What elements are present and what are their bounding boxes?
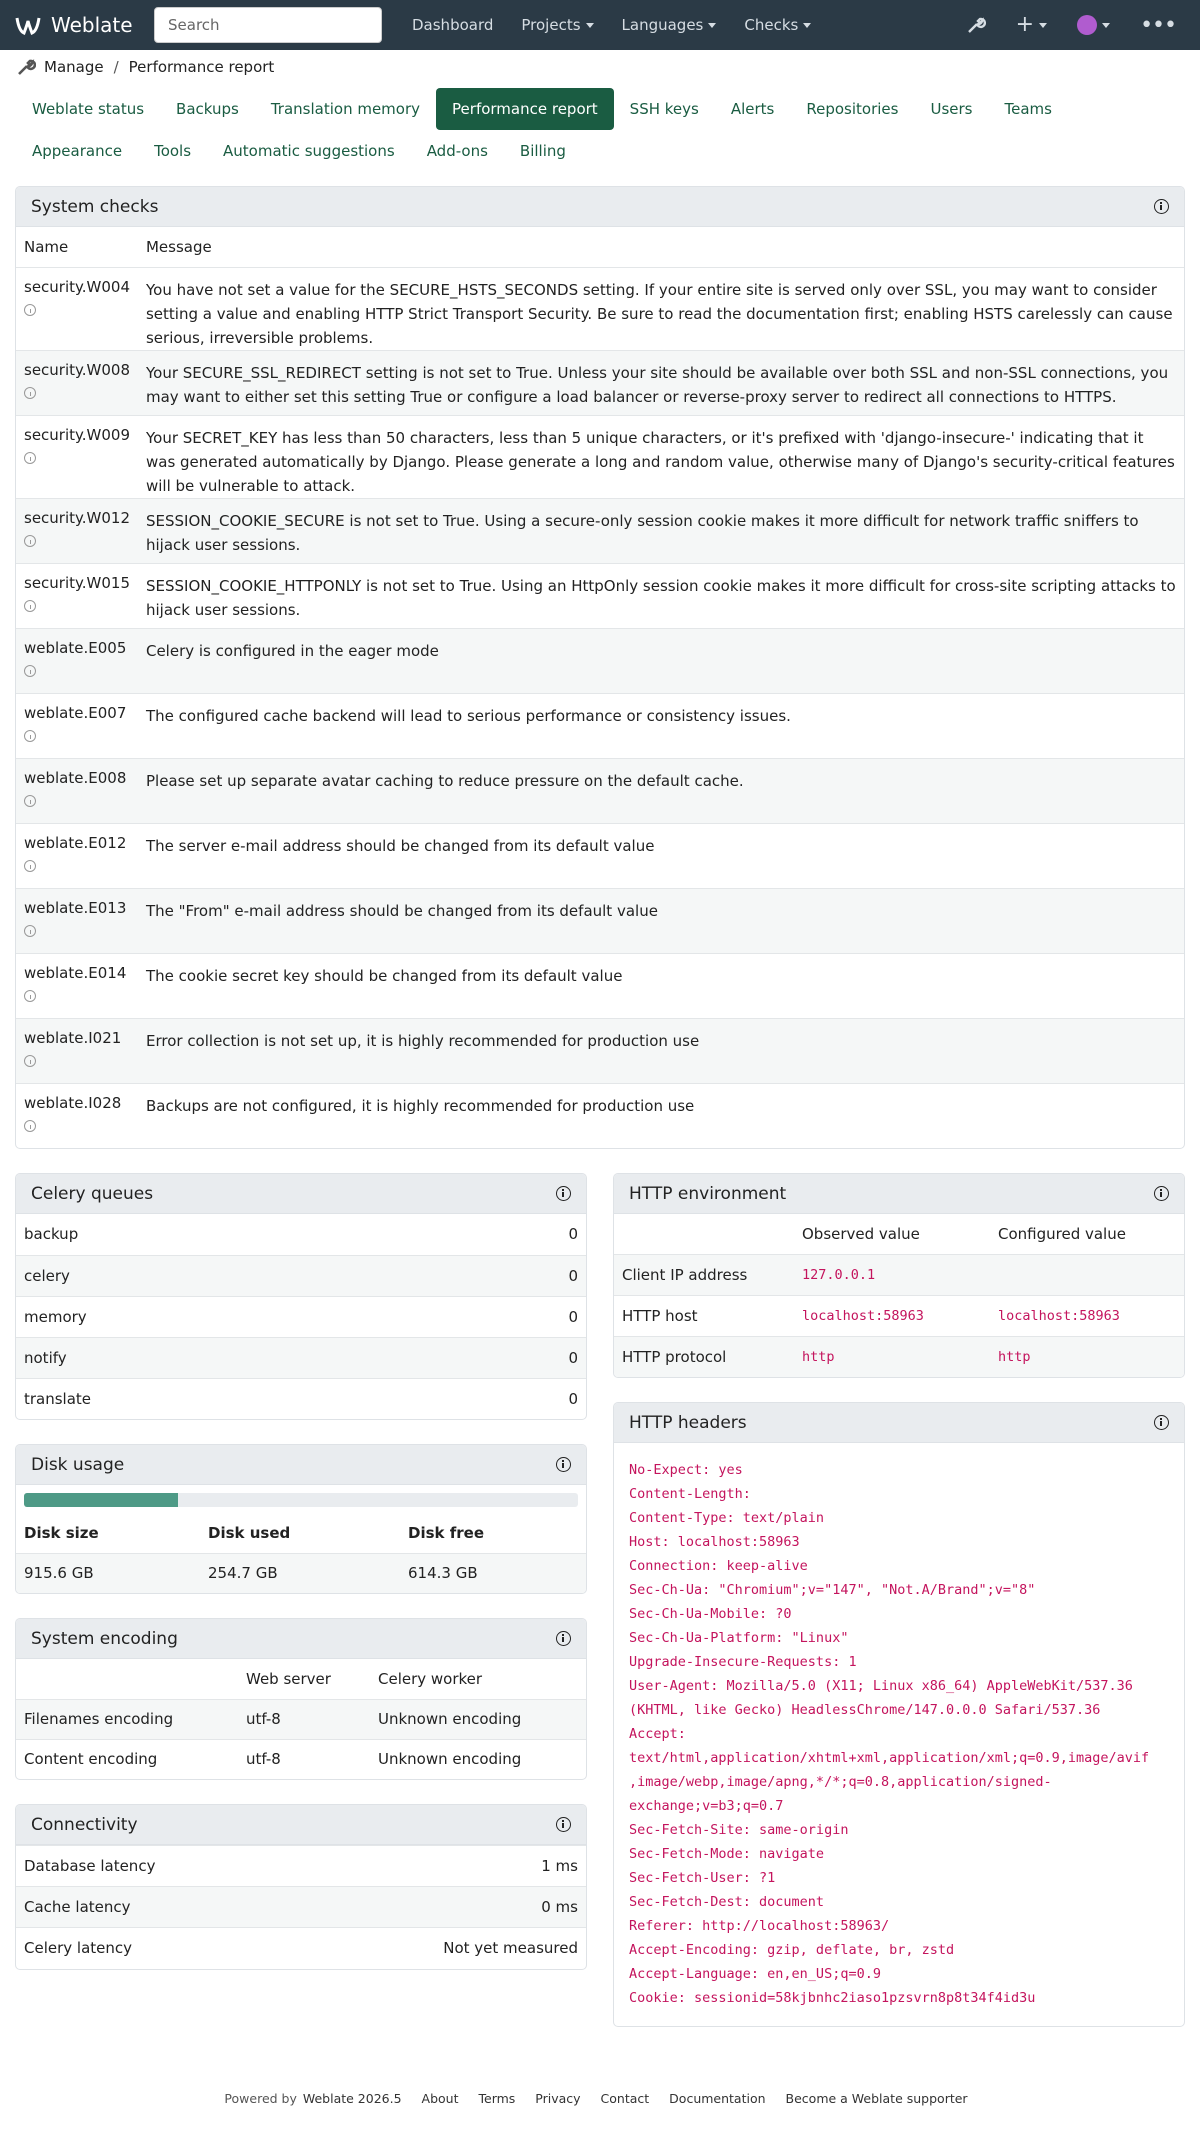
system-checks-panel: [15, 186, 1185, 1149]
nav-projects-label: Projects: [521, 16, 581, 34]
check-name: security.W009: [24, 425, 130, 444]
powered-by-label: Powered by: [224, 2091, 297, 2106]
env-name: HTTP host: [614, 1295, 794, 1336]
env-observed: 127.0.0.1: [794, 1254, 990, 1295]
connectivity-table: [16, 1845, 586, 1969]
table-row: [16, 953, 1184, 1018]
check-message: You have not set a value for the SECURE_HSTS_SECONDS setting. If your entire site is served only over SSL, you may want to consider setting a value and enabling HTTP Strict Transport Security. Be sure to read the documentation first; enabling HSTS carelessly can cause serious, irreversible problems.: [138, 267, 1184, 350]
tab-users[interactable]: Users: [930, 100, 973, 118]
check-name: weblate.E005: [24, 638, 127, 657]
panel-header: [614, 1403, 1184, 1443]
encoding-web: utf-8: [238, 1739, 370, 1779]
info-icon[interactable]: [24, 452, 36, 464]
header-line: text/html,application/xhtml+xml,application/xml;q=0.9,image/avif: [629, 1750, 1150, 1766]
info-icon[interactable]: [24, 1120, 36, 1132]
panel-header: [16, 1174, 586, 1214]
system-encoding-table: [16, 1659, 586, 1779]
info-icon[interactable]: [556, 1186, 571, 1201]
nav-languages-label: Languages: [621, 16, 704, 34]
queue-name: translate: [16, 1378, 452, 1419]
disk-used-header: Disk used: [208, 1523, 291, 1542]
table-row: [16, 1296, 586, 1337]
header-line: Accept-Encoding: gzip, deflate, br, zstd: [629, 1942, 955, 1958]
table-row: [16, 1337, 586, 1378]
breadcrumb: [0, 50, 1200, 84]
info-icon[interactable]: [1154, 1415, 1169, 1430]
table-row: [16, 888, 1184, 953]
check-message: The cookie secret key should be changed from its default value: [138, 953, 1184, 1018]
celery-queues-table: [16, 1214, 586, 1419]
queue-count: 0: [568, 1225, 578, 1244]
disk-size-header: Disk size: [24, 1523, 99, 1542]
check-name: weblate.I028: [24, 1093, 122, 1112]
check-name: weblate.E007: [24, 703, 127, 722]
check-name-cell: [16, 563, 138, 628]
tab-add-ons[interactable]: Add-ons: [426, 142, 488, 160]
header-line: Sec-Ch-Ua-Mobile: ?0: [629, 1606, 792, 1622]
disk-used-value: 254.7 GB: [200, 1553, 400, 1593]
disk-free-value: 614.3 GB: [400, 1553, 586, 1593]
check-name-cell: [16, 758, 138, 823]
info-icon[interactable]: [24, 730, 36, 742]
nav-checks[interactable]: [730, 16, 825, 34]
table-row: [16, 823, 1184, 888]
connectivity-name: Database latency: [16, 1846, 298, 1887]
header-line: Content-Length:: [629, 1486, 751, 1502]
top-navbar: [0, 0, 1200, 50]
system-encoding-panel: [15, 1618, 587, 1780]
footer: [0, 2091, 1200, 2106]
panel-title: System checks: [31, 196, 159, 217]
check-name-cell: [16, 415, 138, 498]
info-icon[interactable]: [24, 535, 36, 547]
check-name-cell: [16, 888, 138, 953]
panel-header: [16, 1619, 586, 1659]
check-message: Please set up separate avatar caching to reduce pressure on the default cache.: [138, 758, 1184, 823]
check-name-cell: [16, 1018, 138, 1083]
brand-link[interactable]: [14, 11, 154, 39]
footer-version-link[interactable]: Weblate 2026.5: [302, 2091, 402, 2106]
tab-ssh-keys[interactable]: SSH keys: [629, 100, 699, 118]
breadcrumb-separator: /: [113, 58, 119, 76]
queue-count: 0: [452, 1296, 586, 1337]
table-row: [16, 350, 1184, 415]
check-message: Error collection is not set up, it is highly recommended for production use: [138, 1018, 1184, 1083]
disk-usage-table: [16, 1513, 586, 1593]
chevron-down-icon: [803, 23, 811, 28]
tab-automatic-suggestions[interactable]: Automatic suggestions: [223, 142, 395, 160]
check-name: security.W004: [24, 277, 130, 296]
chevron-down-icon: [1039, 23, 1047, 28]
check-message: SESSION_COOKIE_HTTPONLY is not set to True. Using an HttpOnly session cookie makes it more difficult for cross-site scripting attacks to hijack user sessions.: [138, 563, 1184, 628]
header-line: Sec-Fetch-User: ?1: [629, 1870, 776, 1886]
panel-header: [614, 1174, 1184, 1214]
header-line: Cookie: sessionid=58kjbnhc2iaso1pzsvrn8p8t34f4id3u: [629, 1990, 1036, 2006]
header-line: ,image/webp,image/apng,*/*;q=0.8,application/signed-: [629, 1774, 1052, 1790]
column-header-configured: Configured value: [998, 1224, 1126, 1243]
footer-supporter-link[interactable]: Become a Weblate supporter: [785, 2091, 968, 2106]
disk-usage-progress-fill: [24, 1493, 178, 1507]
chevron-down-icon: [586, 23, 594, 28]
table-row: [16, 1255, 586, 1296]
panel-title: Connectivity: [31, 1814, 138, 1835]
info-icon[interactable]: [556, 1817, 571, 1832]
env-configured: [990, 1254, 1184, 1295]
check-message: Backups are not configured, it is highly recommended for production use: [138, 1083, 1184, 1148]
tab-weblate-status[interactable]: Weblate status: [32, 100, 145, 118]
tab-tools[interactable]: Tools: [154, 142, 192, 160]
table-row: [16, 415, 1184, 498]
connectivity-name: Celery latency: [16, 1928, 298, 1969]
more-icon[interactable]: •••: [1140, 12, 1176, 38]
check-name-cell: [16, 498, 138, 563]
check-name-cell: [16, 1083, 138, 1148]
connectivity-value: 0 ms: [298, 1887, 586, 1928]
env-configured: http: [990, 1336, 1184, 1377]
empty-header: [16, 1659, 238, 1699]
panel-title: HTTP environment: [629, 1183, 787, 1204]
header-line: Sec-Ch-Ua: "Chromium";v="147", "Not.A/Brand";v="8": [629, 1582, 1036, 1598]
check-message: The server e-mail address should be changed from its default value: [138, 823, 1184, 888]
env-name: Client IP address: [614, 1254, 794, 1295]
footer-documentation-link[interactable]: Documentation: [669, 2091, 766, 2106]
queue-count: 0: [452, 1255, 586, 1296]
header-line: Upgrade-Insecure-Requests: 1: [629, 1654, 857, 1670]
table-row: [16, 498, 1184, 563]
header-line: Content-Type: text/plain: [629, 1510, 825, 1526]
tab-repositories[interactable]: Repositories: [806, 100, 899, 118]
column-header-message: Message: [145, 237, 212, 256]
header-line: Accept-Language: en,en_US;q=0.9: [629, 1966, 881, 1982]
search-input[interactable]: [154, 7, 382, 43]
tab-teams[interactable]: Teams: [1004, 100, 1052, 118]
chevron-down-icon: [708, 23, 716, 28]
info-icon[interactable]: [24, 925, 36, 937]
queue-name: notify: [16, 1337, 452, 1378]
header-line: Referer: http://localhost:58963/: [629, 1918, 890, 1934]
nav-projects[interactable]: [507, 16, 607, 34]
check-name: security.W015: [24, 573, 130, 592]
system-checks-table: [16, 227, 1184, 1148]
check-name: weblate.E012: [24, 833, 127, 852]
table-row: [614, 1336, 1184, 1377]
tab-backups[interactable]: Backups: [176, 100, 239, 118]
check-name-cell: [16, 350, 138, 415]
footer-privacy-link[interactable]: Privacy: [535, 2091, 581, 2106]
check-name-cell: [16, 823, 138, 888]
header-line: Host: localhost:58963: [629, 1534, 800, 1550]
breadcrumb-current: Performance report: [128, 58, 275, 76]
connectivity-name: Cache latency: [16, 1887, 298, 1928]
panel-header: [16, 1805, 586, 1845]
panel-title: Disk usage: [31, 1454, 125, 1475]
table-row: [614, 1254, 1184, 1295]
header-line: exchange;v=b3;q=0.7: [629, 1798, 784, 1814]
footer-terms-link[interactable]: Terms: [478, 2091, 516, 2106]
plus-icon: +: [1015, 12, 1035, 37]
queue-name: memory: [16, 1296, 452, 1337]
info-icon[interactable]: [24, 387, 36, 399]
nav-checks-label: Checks: [744, 16, 799, 34]
header-line: Sec-Fetch-Site: same-origin: [629, 1822, 849, 1838]
table-row: [16, 1846, 586, 1887]
table-row: [16, 1928, 586, 1969]
info-icon[interactable]: [1154, 1186, 1169, 1201]
table-row: [16, 1083, 1184, 1148]
http-headers-panel: [613, 1402, 1185, 2027]
check-name: security.W008: [24, 360, 130, 379]
table-row: [614, 1295, 1184, 1336]
header-line: Sec-Ch-Ua-Platform: "Linux": [629, 1630, 849, 1646]
env-configured: localhost:58963: [990, 1295, 1184, 1336]
table-row: [16, 1214, 586, 1255]
disk-size-value: 915.6 GB: [16, 1553, 200, 1593]
header-line: (KHTML, like Gecko) HeadlessChrome/147.0.0.0 Safari/537.36: [629, 1702, 1101, 1718]
http-headers-content: [614, 1443, 1184, 2026]
table-row: [16, 267, 1184, 350]
check-name: weblate.E008: [24, 768, 127, 787]
info-icon[interactable]: [24, 600, 36, 612]
header-line: Sec-Fetch-Mode: navigate: [629, 1846, 825, 1862]
info-icon[interactable]: [24, 304, 36, 316]
table-row: [16, 1887, 586, 1928]
info-icon[interactable]: [24, 990, 36, 1002]
tab-alerts[interactable]: Alerts: [730, 100, 775, 118]
encoding-web: utf-8: [238, 1699, 370, 1739]
panel-header: [16, 1445, 586, 1485]
user-menu-button[interactable]: [1077, 15, 1110, 35]
check-name: security.W012: [24, 508, 130, 527]
http-environment-table: [614, 1214, 1184, 1377]
info-icon[interactable]: [24, 1055, 36, 1067]
panel-header: [16, 187, 1184, 227]
disk-free-header: Disk free: [408, 1523, 484, 1542]
info-icon[interactable]: [556, 1631, 571, 1646]
encoding-celery: Unknown encoding: [370, 1739, 586, 1779]
table-row: [16, 758, 1184, 823]
column-header-name: Name: [24, 237, 69, 256]
info-icon[interactable]: [556, 1457, 571, 1472]
tab-appearance[interactable]: Appearance: [32, 142, 123, 160]
column-header-web-server: Web server: [246, 1669, 331, 1688]
check-message: Celery is configured in the eager mode: [138, 628, 1184, 693]
queue-count: 0: [452, 1378, 586, 1419]
tab-billing[interactable]: Billing: [519, 142, 566, 160]
http-environment-panel: [613, 1173, 1185, 1378]
connectivity-value: 1 ms: [298, 1846, 586, 1887]
column-header-celery-worker: Celery worker: [378, 1669, 483, 1688]
check-name-cell: [16, 267, 138, 350]
header-line: Accept:: [629, 1726, 686, 1742]
info-icon[interactable]: [24, 665, 36, 677]
footer-about-link[interactable]: About: [421, 2091, 459, 2106]
table-row: [16, 693, 1184, 758]
encoding-name: Content encoding: [16, 1739, 238, 1779]
disk-usage-panel: [15, 1444, 587, 1594]
encoding-celery: Unknown encoding: [370, 1699, 586, 1739]
check-message: The "From" e-mail address should be changed from its default value: [138, 888, 1184, 953]
env-name: HTTP protocol: [614, 1336, 794, 1377]
header-line: User-Agent: Mozilla/5.0 (X11; Linux x86_64) AppleWebKit/537.36: [629, 1678, 1133, 1694]
table-row: [16, 1699, 586, 1739]
check-name: weblate.E014: [24, 963, 127, 982]
panel-title: Celery queues: [31, 1183, 154, 1204]
check-message: SESSION_COOKIE_SECURE is not set to True. Using a secure-only session cookie makes it more difficult for network traffic sniffers to hijack user sessions.: [138, 498, 1184, 563]
table-row: [16, 563, 1184, 628]
footer-contact-link[interactable]: Contact: [600, 2091, 650, 2106]
info-icon[interactable]: [24, 860, 36, 872]
connectivity-value: Not yet measured: [298, 1928, 586, 1969]
check-message: Your SECRET_KEY has less than 50 characters, less than 5 unique characters, or it's prefixed with 'django-insecure-' indicating that it was generated automatically by Django. Please generate a long and random value, otherwise many of Django's security-critical features will be vulnerable to attack.: [138, 415, 1184, 498]
empty-header: [614, 1214, 794, 1254]
wrench-icon[interactable]: [966, 15, 986, 35]
check-name-cell: [16, 693, 138, 758]
table-row: [16, 628, 1184, 693]
env-observed: http: [794, 1336, 990, 1377]
nav-languages[interactable]: [608, 16, 731, 34]
weblate-logo-icon: [14, 11, 42, 39]
panel-title: System encoding: [31, 1628, 178, 1649]
info-icon[interactable]: [24, 795, 36, 807]
chevron-down-icon: [1102, 23, 1110, 28]
check-name-cell: [16, 953, 138, 1018]
check-message: The configured cache backend will lead to serious performance or consistency issues.: [138, 693, 1184, 758]
check-name: weblate.E013: [24, 898, 127, 917]
check-message: Your SECURE_SSL_REDIRECT setting is not set to True. Unless your site should be available over both SSL and non-SSL connections, you may want to either set this setting True or configure a load balancer or reverse-proxy server to redirect all connections to HTTPS.: [138, 350, 1184, 415]
breadcrumb-manage[interactable]: Manage: [44, 58, 104, 76]
table-row: [16, 1739, 586, 1779]
tab-performance-report[interactable]: Performance report: [436, 88, 614, 130]
avatar: [1077, 15, 1097, 35]
nav-dashboard[interactable]: Dashboard: [412, 16, 494, 34]
celery-queues-panel: [15, 1173, 587, 1420]
connectivity-panel: [15, 1804, 587, 1970]
table-row: [16, 1378, 586, 1419]
header-line: Sec-Fetch-Dest: document: [629, 1894, 825, 1910]
column-header-observed: Observed value: [802, 1224, 920, 1243]
check-name-cell: [16, 628, 138, 693]
queue-name: backup: [24, 1225, 79, 1244]
wrench-icon: [16, 57, 36, 77]
add-menu-button[interactable]: [1016, 14, 1047, 36]
disk-usage-progress: [24, 1493, 578, 1507]
panel-title: HTTP headers: [629, 1412, 747, 1433]
queue-count: 0: [452, 1337, 586, 1378]
check-name: weblate.I021: [24, 1028, 122, 1047]
tab-translation-memory[interactable]: Translation memory: [270, 100, 421, 118]
header-line: No-Expect: yes: [629, 1462, 743, 1478]
info-icon[interactable]: [1154, 199, 1169, 214]
table-row: [16, 1018, 1184, 1083]
queue-name: celery: [16, 1255, 452, 1296]
env-observed: localhost:58963: [794, 1295, 990, 1336]
header-line: Connection: keep-alive: [629, 1558, 808, 1574]
encoding-name: Filenames encoding: [16, 1699, 238, 1739]
manage-tabs: [0, 84, 1200, 172]
brand-name: Weblate: [51, 13, 133, 37]
